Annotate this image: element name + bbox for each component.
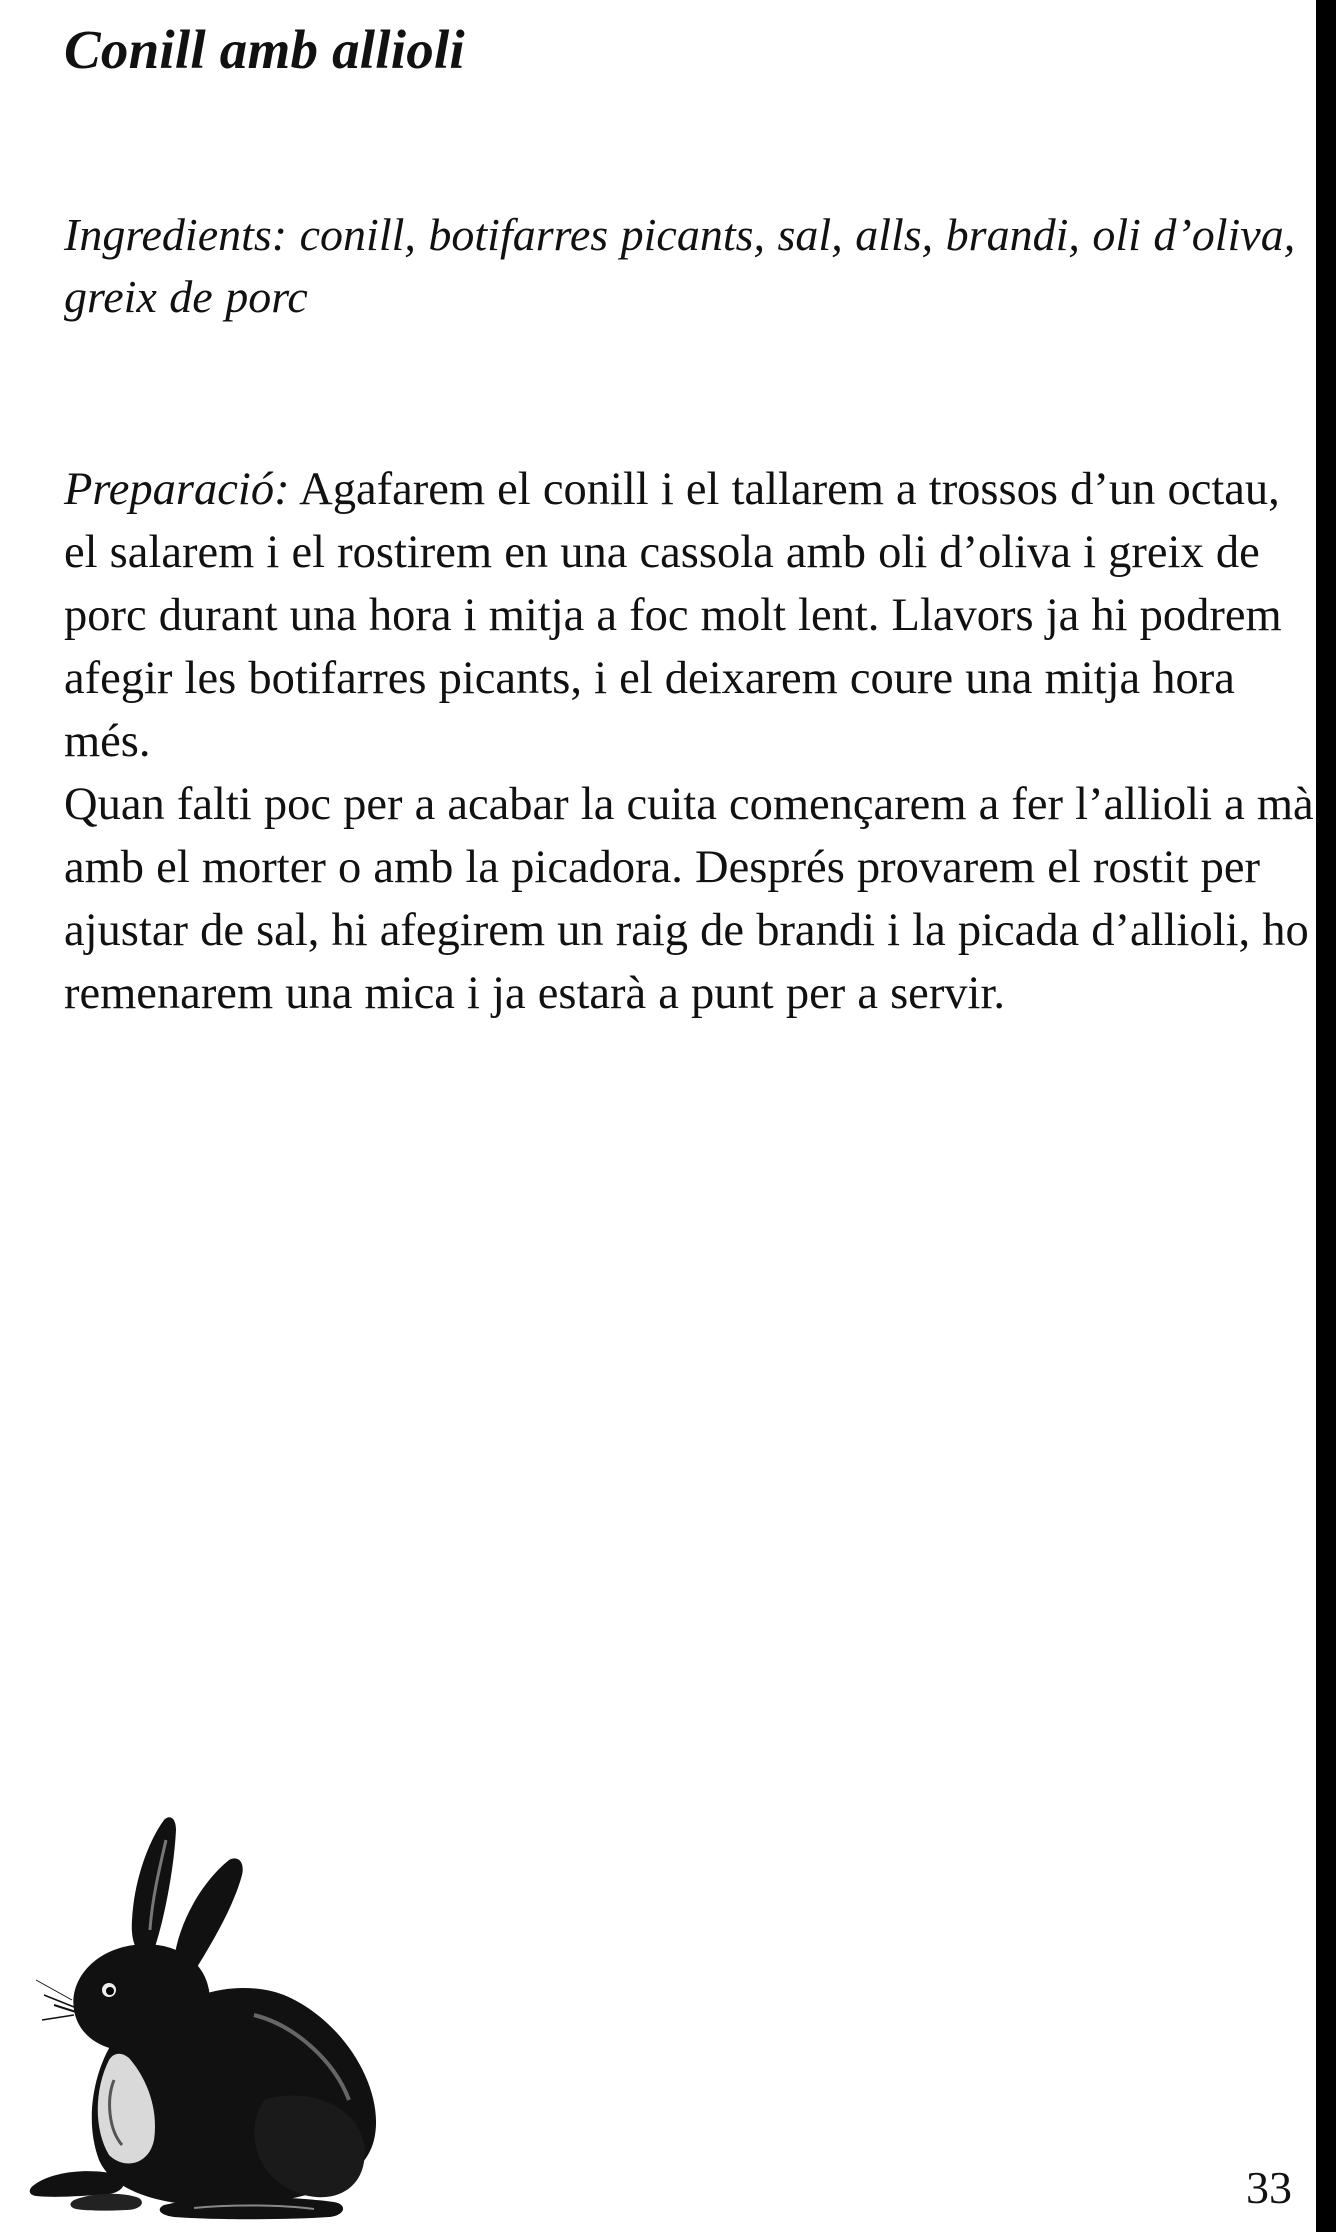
ingredients-text: Ingredients: conill, botifarres picants, sal, alls, brandi, oli d’oliva, greix de porc xyxy=(64,209,1296,322)
preparation-label: Preparació: xyxy=(64,464,290,515)
preparation-paragraph-2: Quan falti poc per a acabar la cuita començarem a fer l’allioli a mà amb el morter o amb la picadora. Després provarem el rostit per ajustar de sal, hi afegirem un raig de brandi i la picada d’allioli, ho remenarem una mica i ja estarà a punt per a servir. xyxy=(64,779,1314,1019)
preparation-section xyxy=(64,458,1318,1025)
recipe-title: Conill amb allioli xyxy=(64,19,465,80)
preparation-paragraph-1: Agafarem el conill i el tallarem a trossos d’un octau, el salarem i el rostirem en una cassola amb oli d’oliva i greix de porc durant una hora i mitja a foc molt lent. Llavors ja hi podrem afegir les botifarres picants, i el deixarem coure una mitja hora més. xyxy=(64,464,1282,767)
page-number: 33 xyxy=(1246,2162,1292,2213)
scan-edge xyxy=(1316,0,1336,2232)
rabbit-icon xyxy=(14,1800,434,2224)
